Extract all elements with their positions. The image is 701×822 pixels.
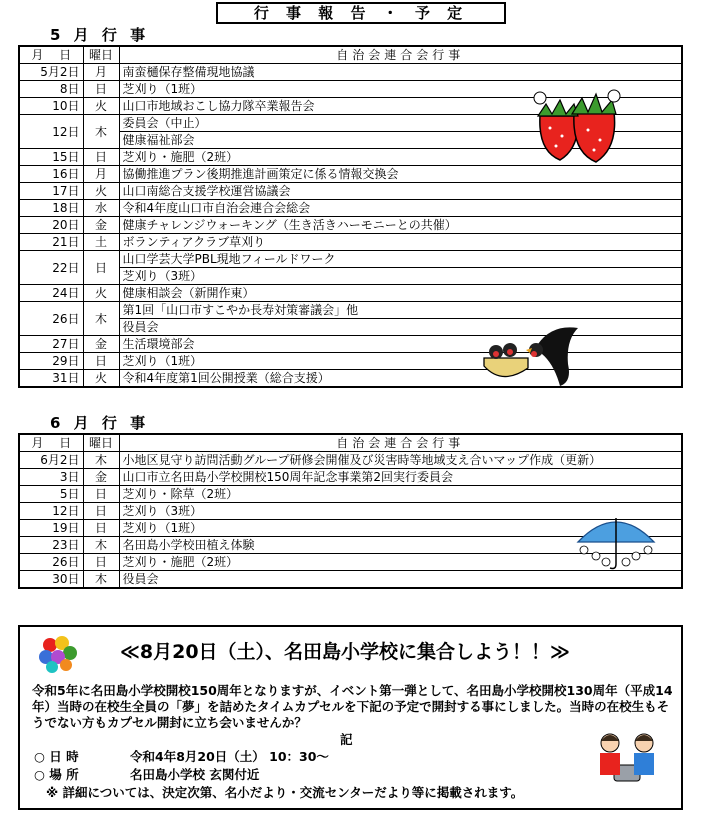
place-label: ○ 場 所 — [34, 767, 79, 782]
date-header: 月 日 — [19, 46, 83, 64]
event-weekday: 日 — [83, 149, 119, 166]
umbrella-icon — [574, 508, 658, 574]
event-item: 第1回「山口市すこやか長寿対策審議会」他 — [119, 302, 682, 319]
event-weekday: 金 — [83, 336, 119, 353]
june-section-title: 6 月 行 事 — [50, 414, 150, 432]
event-weekday: 日 — [83, 554, 119, 571]
event-date: 26日 — [19, 302, 83, 336]
swallow-icon — [482, 324, 582, 390]
event-item: 健康福祉部会 — [119, 132, 682, 149]
event-item: 山口市立名田島小学校開校150周年記念事業第2回実行委員会 — [119, 469, 682, 486]
event-item: 芝刈り（3班） — [119, 268, 682, 285]
event-weekday: 月 — [83, 166, 119, 183]
event-item: 芝刈り・施肥（2班） — [119, 554, 682, 571]
announcement-headline: ≪8月20日（土）、名田島小学校に集合しよう！！≫ — [120, 641, 570, 663]
table-row — [19, 336, 682, 353]
event-weekday: 金 — [83, 469, 119, 486]
event-item: 南蛮樋保存整備現地協議 — [119, 64, 682, 81]
table-row — [19, 370, 682, 388]
event-date: 19日 — [19, 520, 83, 537]
table-row — [19, 353, 682, 370]
event-date: 16日 — [19, 166, 83, 183]
event-weekday: 火 — [83, 183, 119, 200]
place-value: 名田島小学校 玄関付近 — [130, 767, 260, 782]
event-weekday: 日 — [83, 353, 119, 370]
event-item: 委員会（中止） — [119, 115, 682, 132]
event-date: 18日 — [19, 200, 83, 217]
table-row — [19, 183, 682, 200]
event-date: 12日 — [19, 503, 83, 520]
event-date: 21日 — [19, 234, 83, 251]
table-row — [19, 200, 682, 217]
event-date: 30日 — [19, 571, 83, 589]
table-row — [19, 234, 682, 251]
event-item: 芝刈り（1班） — [119, 520, 682, 537]
event-date: 15日 — [19, 149, 83, 166]
event-item: 芝刈り・除草（2班） — [119, 486, 682, 503]
announcement-note: ※ 詳細については、決定次第、名小だより・交流センターだより等に掲載されます。 — [46, 785, 524, 800]
event-date: 26日 — [19, 554, 83, 571]
datetime-value: 令和4年8月20日（土） 10：30～ — [130, 749, 329, 764]
event-item: 山口南総合支援学校運営協議会 — [119, 183, 682, 200]
event-weekday: 日 — [83, 503, 119, 520]
event-item: 山口学芸大学PBL現地フィールドワーク — [119, 251, 682, 268]
event-item: 健康チャレンジウォーキング（生き活きハーモニーとの共催） — [119, 217, 682, 234]
event-weekday: 月 — [83, 64, 119, 81]
event-item: 令和4年度第1回公開授業（総合支援） — [119, 370, 682, 388]
event-weekday: 火 — [83, 370, 119, 388]
strawberry-icon — [530, 86, 626, 164]
event-weekday: 火 — [83, 285, 119, 302]
balloon-icon — [38, 633, 78, 677]
table-row — [19, 319, 682, 336]
event-date: 22日 — [19, 251, 83, 285]
place-line — [34, 765, 259, 783]
table-row — [19, 302, 682, 319]
table-row — [19, 217, 682, 234]
event-item: 協働推進プラン後期推進計画策定に係る情報交換会 — [119, 166, 682, 183]
event-date: 8日 — [19, 81, 83, 98]
event-item: 令和4年度山口市自治会連合会総会 — [119, 200, 682, 217]
announcement-box — [18, 625, 683, 810]
may-section-title: 5 月 行 事 — [50, 26, 150, 44]
event-weekday: 木 — [83, 115, 119, 149]
event-item: 芝刈り（1班） — [119, 353, 682, 370]
event-weekday: 金 — [83, 217, 119, 234]
events-header: 自治会連合会行事 — [119, 434, 682, 452]
event-item: 芝刈り（3班） — [119, 503, 682, 520]
event-item: 芝刈り・施肥（2班） — [119, 149, 682, 166]
announcement-body: 令和5年に名田島小学校開校150周年となりますが、イベント第一弾として、名田島小学校開校130周年（平成14年）当時の在校生全員の「夢」を詰めたタイムカプセルを下記の予定で開封する事にしました。当時の在校生もそうでない方もカプセル開封に立ち会いませんか？ — [32, 683, 673, 730]
weekday-header: 曜日 — [83, 46, 119, 64]
event-date: 6月2日 — [19, 452, 83, 469]
date-header: 月 日 — [19, 434, 83, 452]
event-date: 3日 — [19, 469, 83, 486]
event-weekday: 木 — [83, 302, 119, 336]
event-date: 27日 — [19, 336, 83, 353]
event-date: 17日 — [19, 183, 83, 200]
table-row — [19, 469, 682, 486]
event-item: ボランティアクラブ草刈り — [119, 234, 682, 251]
page-title: 行 事 報 告 ・ 予 定 — [216, 2, 506, 24]
event-date: 5日 — [19, 486, 83, 503]
event-item: 役員会 — [119, 319, 682, 336]
datetime-line — [34, 747, 329, 765]
event-weekday: 日 — [83, 251, 119, 285]
event-item: 小地区見守り訪問活動グループ研修会開催及び災害時等地域支え合いマップ作成（更新） — [119, 452, 682, 469]
event-weekday: 日 — [83, 81, 119, 98]
weekday-header: 曜日 — [83, 434, 119, 452]
event-item: 健康相談会（新開作東） — [119, 285, 682, 302]
event-item: 役員会 — [119, 571, 682, 589]
event-item: 生活環境部会 — [119, 336, 682, 353]
table-row — [19, 268, 682, 285]
table-row — [19, 251, 682, 268]
children-icon — [594, 729, 660, 785]
table-row — [19, 64, 682, 81]
ki-label: 記 — [340, 732, 353, 747]
event-item: 山口市地域おこし協力隊卒業報告会 — [119, 98, 682, 115]
event-weekday: 日 — [83, 486, 119, 503]
event-date: 24日 — [19, 285, 83, 302]
event-date: 20日 — [19, 217, 83, 234]
event-date: 12日 — [19, 115, 83, 149]
table-row — [19, 486, 682, 503]
event-item: 名田島小学校田植え体験 — [119, 537, 682, 554]
table-row — [19, 452, 682, 469]
event-weekday: 木 — [83, 452, 119, 469]
event-weekday: 木 — [83, 571, 119, 589]
event-weekday: 木 — [83, 537, 119, 554]
table-row — [19, 166, 682, 183]
event-date: 29日 — [19, 353, 83, 370]
event-date: 23日 — [19, 537, 83, 554]
event-date: 5月2日 — [19, 64, 83, 81]
datetime-label: ○ 日 時 — [34, 749, 79, 764]
event-weekday: 土 — [83, 234, 119, 251]
table-row — [19, 285, 682, 302]
event-date: 31日 — [19, 370, 83, 388]
event-date: 10日 — [19, 98, 83, 115]
event-weekday: 日 — [83, 520, 119, 537]
event-item: 芝刈り（1班） — [119, 81, 682, 98]
event-weekday: 水 — [83, 200, 119, 217]
events-header: 自治会連合会行事 — [119, 46, 682, 64]
event-weekday: 火 — [83, 98, 119, 115]
